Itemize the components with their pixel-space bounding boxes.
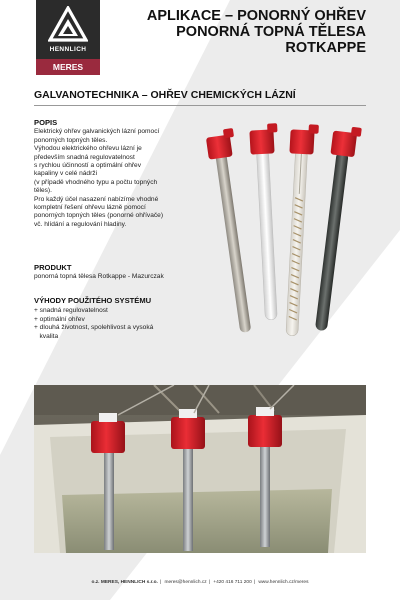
hennlich-logo <box>36 0 100 75</box>
vyhody-line: kvalita <box>34 332 59 340</box>
divider <box>34 105 366 106</box>
heater-steel <box>205 128 261 334</box>
popis-line: ponorných topných těles (ponorné ohřívače) <box>34 212 164 220</box>
footer-web[interactable]: www.hennlich.cz/meres <box>258 580 309 585</box>
footer-email[interactable]: meres@hennlich.cz <box>164 580 207 585</box>
footer-company: o.z. MERES, HENNLICH s.r.o. <box>91 580 158 585</box>
popis-heading: POPIS <box>34 118 58 127</box>
popis-line: především snadná regulovatelnost <box>34 153 135 161</box>
popis-line: Pro každý účel nasazení nabízíme vhodné <box>34 195 159 203</box>
bath-tank-illustration <box>34 385 366 553</box>
vyhody-line: + snadná regulovatelnost <box>34 307 108 315</box>
popis-line: kompletní řešení ohřevu lázně pomocí <box>34 204 146 212</box>
vyhody-line: + optimální ohřev <box>34 315 85 323</box>
vyhody-section <box>34 297 204 341</box>
popis-line: ponorných topných těles. <box>34 136 108 144</box>
page-title <box>147 8 366 56</box>
produkt-section <box>34 264 204 282</box>
popis-line: s rychlou účinností a optimální ohřev <box>34 162 142 170</box>
page-footer: o.z. MERES, HENNLICH s.r.o. | meres@hennlich.cz | +420 416 711 200 | www.hennlich.cz/meres <box>91 580 309 585</box>
heater-white <box>249 123 287 320</box>
logo-sub-text: MERES <box>36 59 100 75</box>
logo-mark-icon <box>48 6 88 44</box>
heater-glass-coil <box>280 123 319 336</box>
installation-photo <box>34 385 366 553</box>
vyhody-heading: VÝHODY POUŽITÉHO SYSTÉMU <box>34 296 152 305</box>
popis-line: Elektrický ohřev galvanických lázní pomocí <box>34 128 160 136</box>
popis-line: vč. hlídání a regulování hladiny. <box>34 220 127 228</box>
heater-products-image <box>200 122 370 344</box>
footer-phone: +420 416 711 200 <box>213 580 252 585</box>
popis-line: Výhodou elektrického ohřevu lázní je <box>34 145 142 153</box>
logo-brand-text: HENNLICH <box>49 46 87 53</box>
popis-line: (v případě vhodného typu a počtu topných <box>34 178 158 186</box>
title-line-1: APLIKACE – PONORNÝ OHŘEV <box>146 8 366 24</box>
popis-section <box>34 119 204 229</box>
popis-line: těles). <box>34 187 52 195</box>
popis-line: kapaliny v celé nádrži <box>34 170 98 178</box>
vyhody-line: + dlouhá životnost, spolehlivost a vysoká <box>34 324 154 332</box>
title-line-2: PONORNÁ TOPNÁ TĚLESA <box>176 24 366 40</box>
section-subtitle: GALVANOTECHNIKA – OHŘEV CHEMICKÝCH LÁZNÍ <box>34 89 296 101</box>
heater-dark <box>309 125 362 333</box>
produkt-text: ponorná topná tělesa Rotkappe - Mazurczak <box>34 273 164 281</box>
produkt-heading: PRODUKT <box>34 263 72 272</box>
title-line-3: ROTKAPPE <box>285 40 366 56</box>
